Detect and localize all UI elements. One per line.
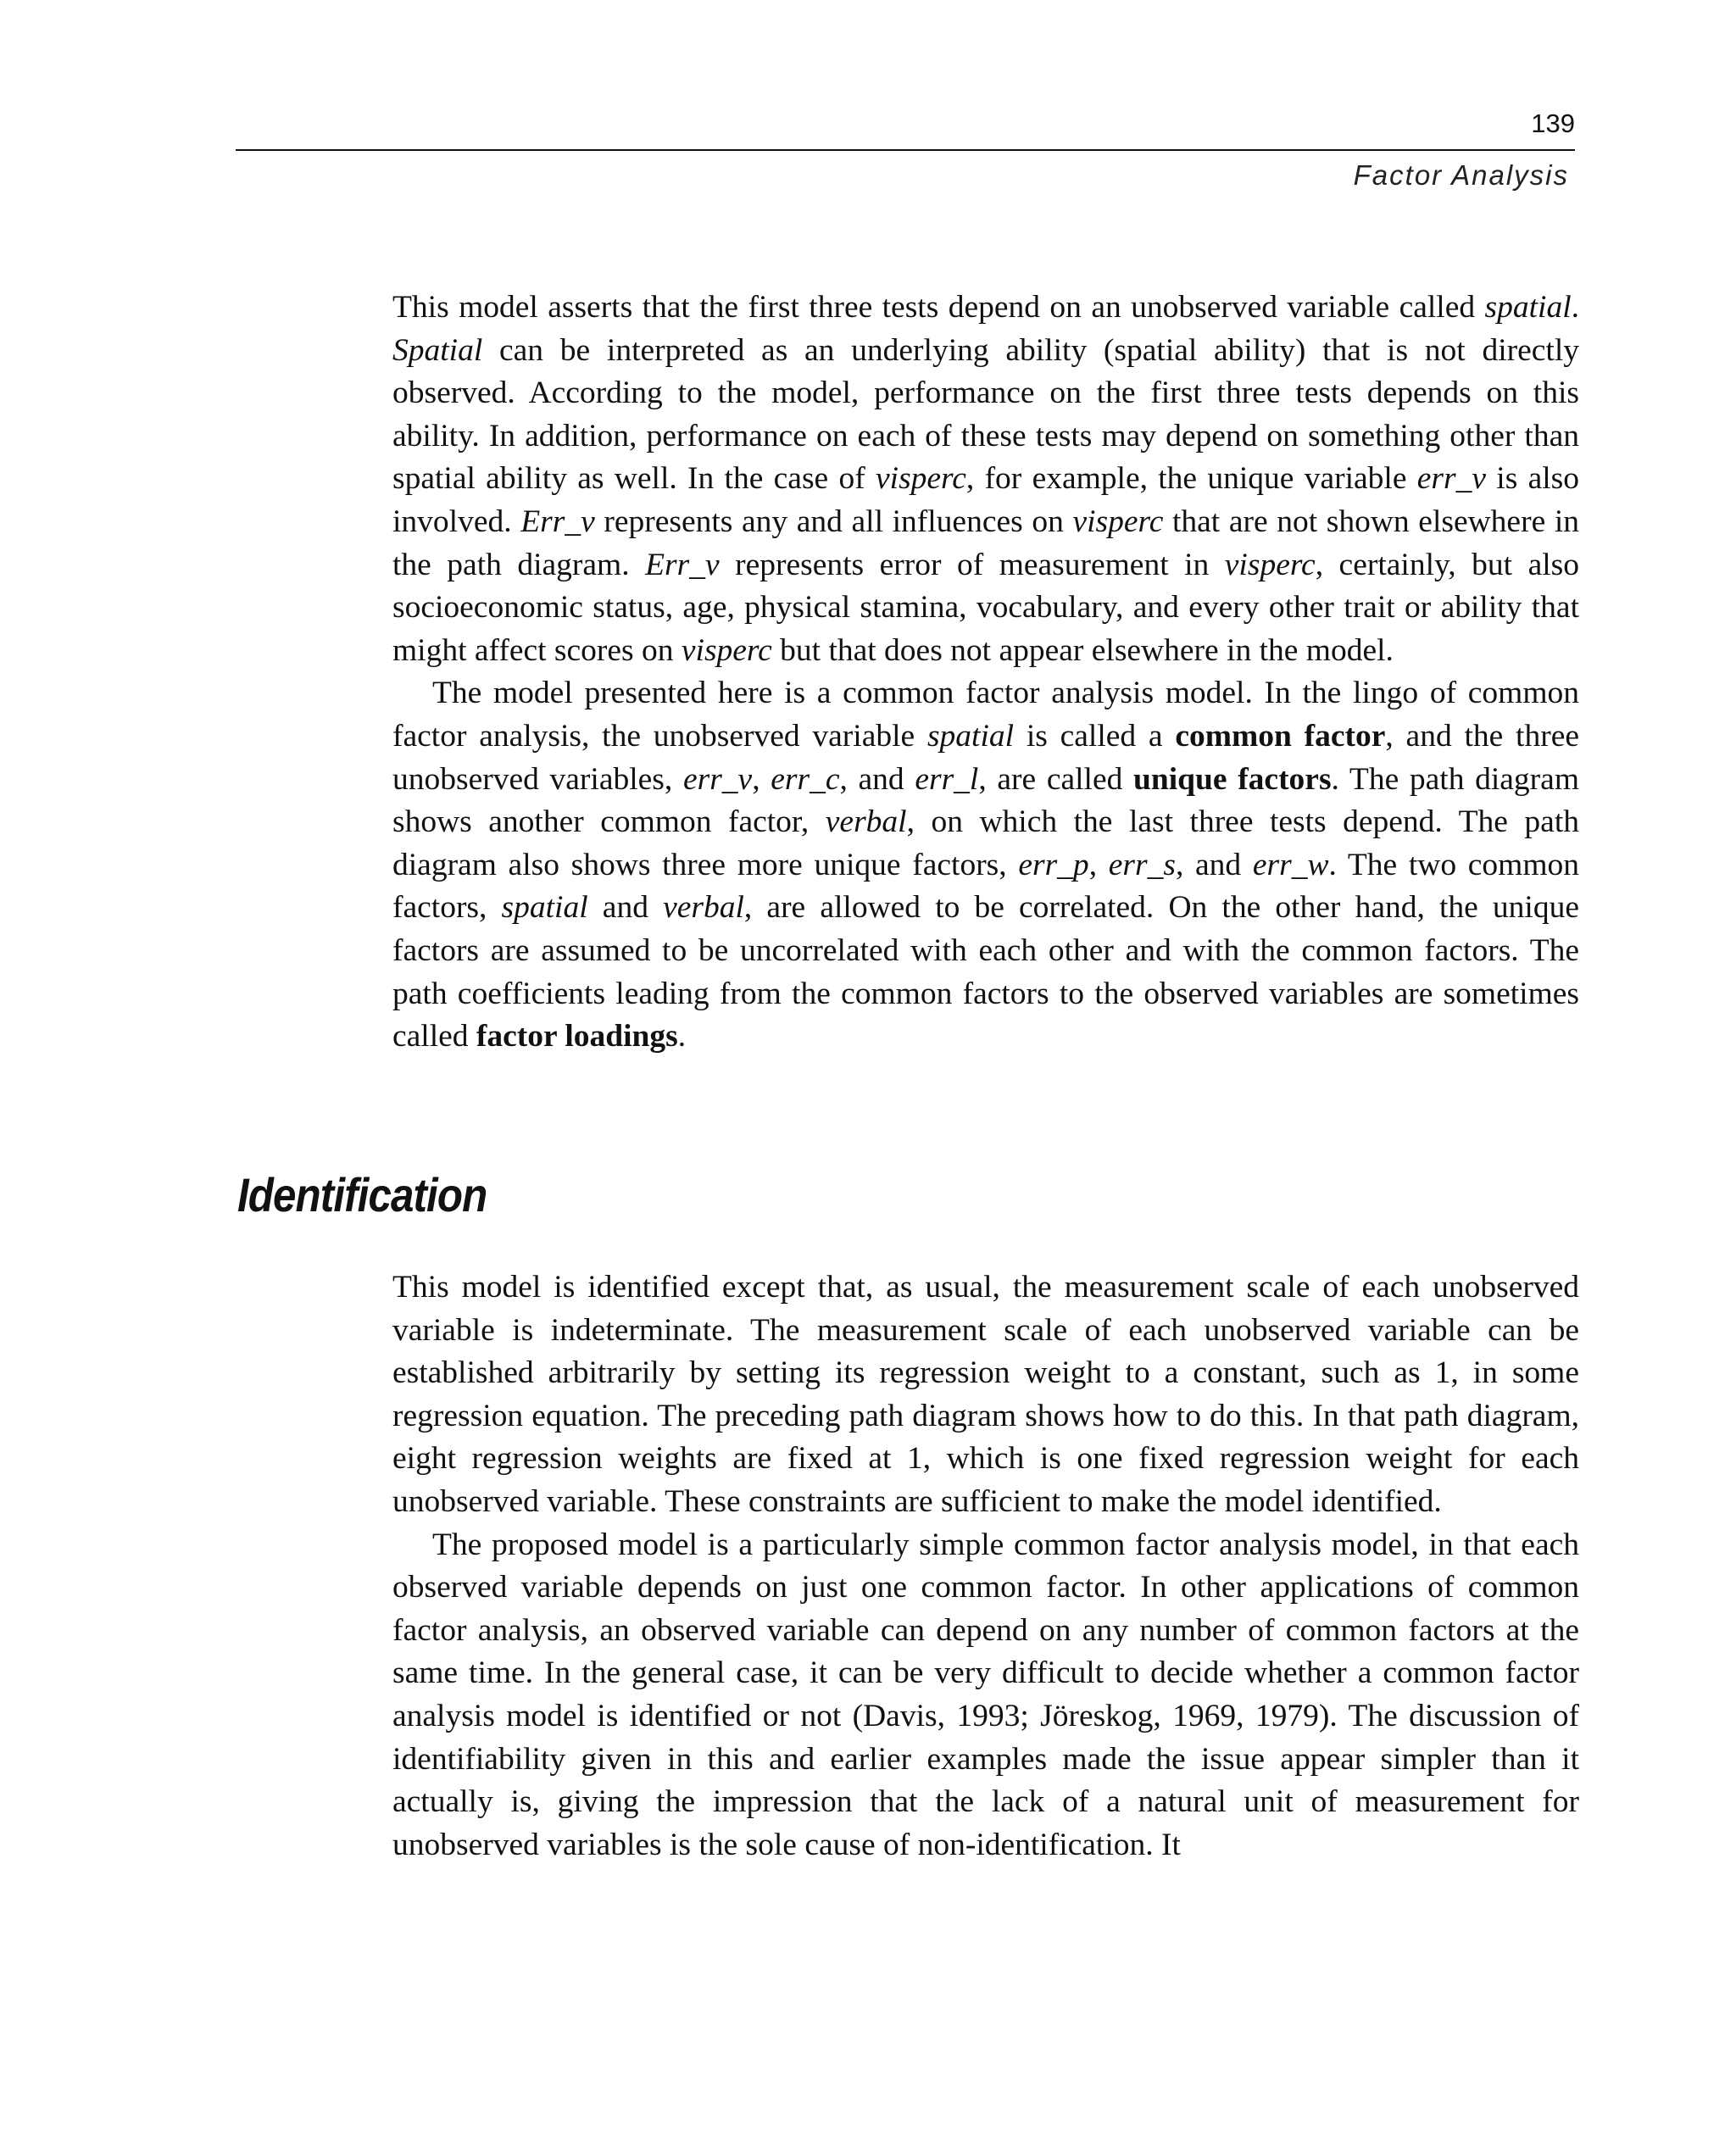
text-run: , and bbox=[1175, 847, 1253, 882]
italic-term: visperc bbox=[681, 632, 772, 668]
text-run: , bbox=[1088, 847, 1109, 882]
page-number: 139 bbox=[1531, 108, 1575, 138]
text-run: , are allowed to be correlated. On the other hand, the unique factors are assumed to be uncorrelated with each other and with the common factors. The path coefficients leading from the common factors to the observed variables are sometimes called bbox=[392, 890, 1579, 1054]
text-run: . The two common factors, bbox=[392, 847, 1580, 926]
italic-term: Err_v bbox=[645, 547, 720, 582]
bold-term: factor loadings bbox=[476, 1019, 678, 1054]
text-run: , on which the last three tests depend. The path diagram also shows three more unique factors, bbox=[392, 804, 1579, 882]
bold-term: unique factors bbox=[1133, 761, 1332, 797]
text-run: represents any and all influences on bbox=[594, 504, 1073, 539]
italic-term: verbal bbox=[825, 804, 907, 840]
section-intro-text bbox=[392, 287, 1579, 1059]
text-run: , and the three unobserved variables, bbox=[392, 718, 1580, 797]
italic-term: verbal bbox=[663, 890, 744, 926]
header-rule bbox=[236, 149, 1575, 151]
italic-term: err_v bbox=[1416, 461, 1486, 497]
text-run: . bbox=[677, 1019, 687, 1054]
text-run: , are called bbox=[978, 761, 1134, 797]
italic-term: visperc bbox=[1224, 547, 1316, 582]
section-identification-text bbox=[392, 1266, 1579, 1867]
text-run: can be interpreted as an underlying ability (spatial ability) that is not directly observed. According to the model, performance on the first three tests depends on this ability. In addition, performance on each of these tests may depend on something other than spatial ability as well. In the case of bbox=[392, 332, 1579, 497]
italic-term: err_p bbox=[1018, 847, 1089, 882]
text-run: The model presented here is a common factor analysis model. In the lingo of common factor analysis, the unobserved variable bbox=[392, 676, 1579, 754]
text-run: and bbox=[587, 890, 664, 926]
text-run: represents error of measurement in bbox=[719, 547, 1225, 582]
text-run: . The path diagram shows another common factor, bbox=[392, 761, 1579, 840]
section-heading-identification: Identification bbox=[237, 1168, 487, 1221]
italic-term: err_l bbox=[915, 761, 979, 797]
text-run: but that does not appear elsewhere in the model. bbox=[771, 632, 1394, 668]
italic-term: Spatial bbox=[392, 332, 483, 368]
text-run: , for example, the unique variable bbox=[965, 461, 1417, 497]
italic-term: err_c bbox=[771, 761, 840, 797]
italic-term: err_w bbox=[1252, 847, 1329, 882]
italic-term: visperc bbox=[876, 461, 966, 497]
paragraph-1 bbox=[392, 287, 1579, 672]
italic-term: visperc bbox=[1072, 504, 1164, 539]
italic-term: spatial bbox=[501, 890, 588, 926]
text-run: , and bbox=[839, 761, 915, 797]
paragraph-4: The proposed model is a particularly simple common factor analysis model, in that each observed variable depends on just one common factor. In other applications of common factor analysis, an observed variable can depend on any number of common factors at the same time. In the general case, it can be very difficult to decide whether a common factor analysis model is identified or not (Davis, 1993; Jöreskog, 1969, 1979). The discussion of identifiability given in this and earlier examples made the issue appear simpler than it actually is, giving the impression that the lack of a natural unit of measurement for unobserved variables is the sole cause of non-identification. It bbox=[392, 1527, 1579, 1862]
running-head: Factor Analysis bbox=[1353, 159, 1569, 191]
paragraph-3: This model is identified except that, as usual, the measurement scale of each unobserved variable is indeterminate. The measurement scale of each unobserved variable can be established arbitrarily by setting its regression weight to a constant, such as 1, in some regression equation. The preceding path diagram shows how to do this. In that path diagram, eight regression weights are fixed at 1, which is one fixed regression weight for each unobserved variable. These constraints are sufficient to make the model identified. bbox=[392, 1270, 1579, 1519]
italic-term: spatial bbox=[926, 718, 1015, 754]
bold-term: common factor bbox=[1175, 718, 1386, 754]
text-run: This model asserts that the first three tests depend on an unobserved variable called bbox=[392, 290, 1485, 325]
text-run: , certainly, but also socioeconomic status, age, physical stamina, vocabulary, and every other trait or ability that might affect scores on bbox=[392, 547, 1579, 668]
text-run: that are not shown elsewhere in the path diagram. bbox=[392, 504, 1579, 582]
italic-term: spatial bbox=[1484, 290, 1572, 325]
text-run: , bbox=[752, 761, 771, 797]
paragraph-2 bbox=[392, 672, 1579, 1058]
text-run: is called a bbox=[1014, 718, 1176, 754]
italic-term: err_s bbox=[1108, 847, 1176, 882]
text-run: is also involved. bbox=[392, 461, 1579, 539]
italic-term: err_v bbox=[682, 761, 753, 797]
text-run: . bbox=[1571, 290, 1579, 325]
italic-term: Err_v bbox=[520, 504, 595, 539]
